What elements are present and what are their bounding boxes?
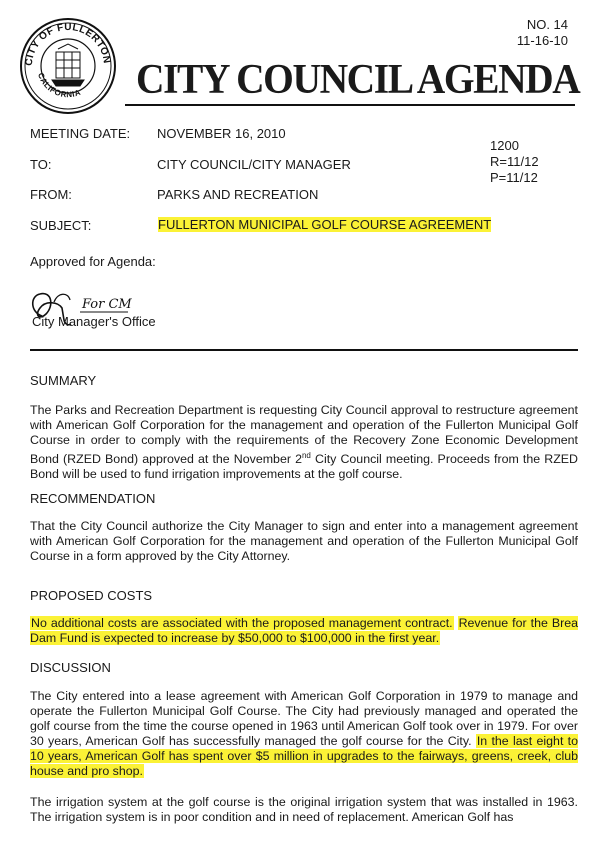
recommendation-heading: RECOMMENDATION xyxy=(30,491,156,506)
section-rule xyxy=(30,349,578,351)
seal-text-top: CITY OF FULLERTON xyxy=(23,21,113,67)
page-title: CITY COUNCIL AGENDA xyxy=(136,57,580,103)
seal-text-bottom: CALIFORNIA xyxy=(35,71,83,100)
proposed-costs-highlight-a: No additional costs are associated with the proposed management contract. xyxy=(31,616,453,630)
discussion-heading: DISCUSSION xyxy=(30,660,111,675)
agenda-date: 11-16-10 xyxy=(516,33,568,48)
meeting-date-label: MEETING DATE: xyxy=(30,126,131,141)
city-manager-office: City Manager's Office xyxy=(32,314,156,329)
discussion-text: The City entered into a lease agreement with American Golf Corporation in 1979 to manage and operate the Fullerton Municipal Golf Course. The City had previously managed and operated the golf course from the time the course opened in 1963 until American Golf took over in 1979. For over 30 years, American Golf has successfully managed the golf course for the City. xyxy=(30,689,578,748)
routing-p-date: P=11/12 xyxy=(490,170,538,185)
title-rule xyxy=(125,104,575,106)
city-seal xyxy=(18,16,118,116)
to-label: TO: xyxy=(30,157,52,172)
summary-text-a: The Parks and Recreation Department is requesting City Council approval to restructure agreement with American Golf Corporation for the management and operation of the Fullerton Municipal Golf Course in order to comply with the requirements of the Recovery Zone Economic Development Bond (RZED Bond) approved at the November 2 xyxy=(30,403,578,467)
seal-emblem xyxy=(52,44,84,86)
subject-value xyxy=(155,216,494,233)
routing-code: 1200 xyxy=(490,138,519,153)
proposed-costs-heading: PROPOSED COSTS xyxy=(30,588,153,603)
proposed-costs-paragraph xyxy=(30,616,578,646)
meeting-date-value: NOVEMBER 16, 2010 xyxy=(157,126,286,141)
signature-note: For CM xyxy=(82,297,132,312)
subject-label: SUBJECT: xyxy=(30,218,92,233)
routing-codes xyxy=(490,138,539,186)
routing-r-date: R=11/12 xyxy=(490,154,539,169)
summary-superscript: nd xyxy=(301,451,311,460)
from-label: FROM: xyxy=(30,187,72,202)
discussion-paragraph-2: The irrigation system at the golf course is the original irrigation system that was installed in 1963. The irrigation system is in poor condition and in need of replacement. American Golf has xyxy=(30,795,578,824)
summary-heading: SUMMARY xyxy=(30,373,97,388)
approved-for-agenda: Approved for Agenda: xyxy=(30,254,156,269)
discussion-highlight: In the last eight to 10 years, American Golf has spent over $5 million in upgrades to the fairways, greens, creek, club house and pro shop. xyxy=(30,734,579,778)
summary-text-b: City Council meeting. Proceeds from the RZED Bond will be used to fund irrigation improvements at the golf course. xyxy=(30,452,578,482)
summary-paragraph xyxy=(30,403,578,482)
from-value: PARKS AND RECREATION xyxy=(157,187,319,202)
proposed-costs-highlight-b: Revenue for the Brea Dam Fund is expected to increase by $50,000 to $100,000 in the first year. xyxy=(30,616,579,645)
discussion-paragraph-1 xyxy=(30,689,578,779)
subject-highlight: FULLERTON MUNICIPAL GOLF COURSE AGREEMENT xyxy=(158,217,492,232)
to-value: CITY COUNCIL/CITY MANAGER xyxy=(157,157,351,172)
recommendation-paragraph: That the City Council authorize the City Manager to sign and enter into a management agreement with American Golf Corporation for the management and operation of the Fullerton Municipal Golf Course in a form approved by the City Attorney. xyxy=(30,519,578,563)
agenda-number: NO. 14 xyxy=(526,17,568,32)
agenda-number-block xyxy=(517,17,568,49)
